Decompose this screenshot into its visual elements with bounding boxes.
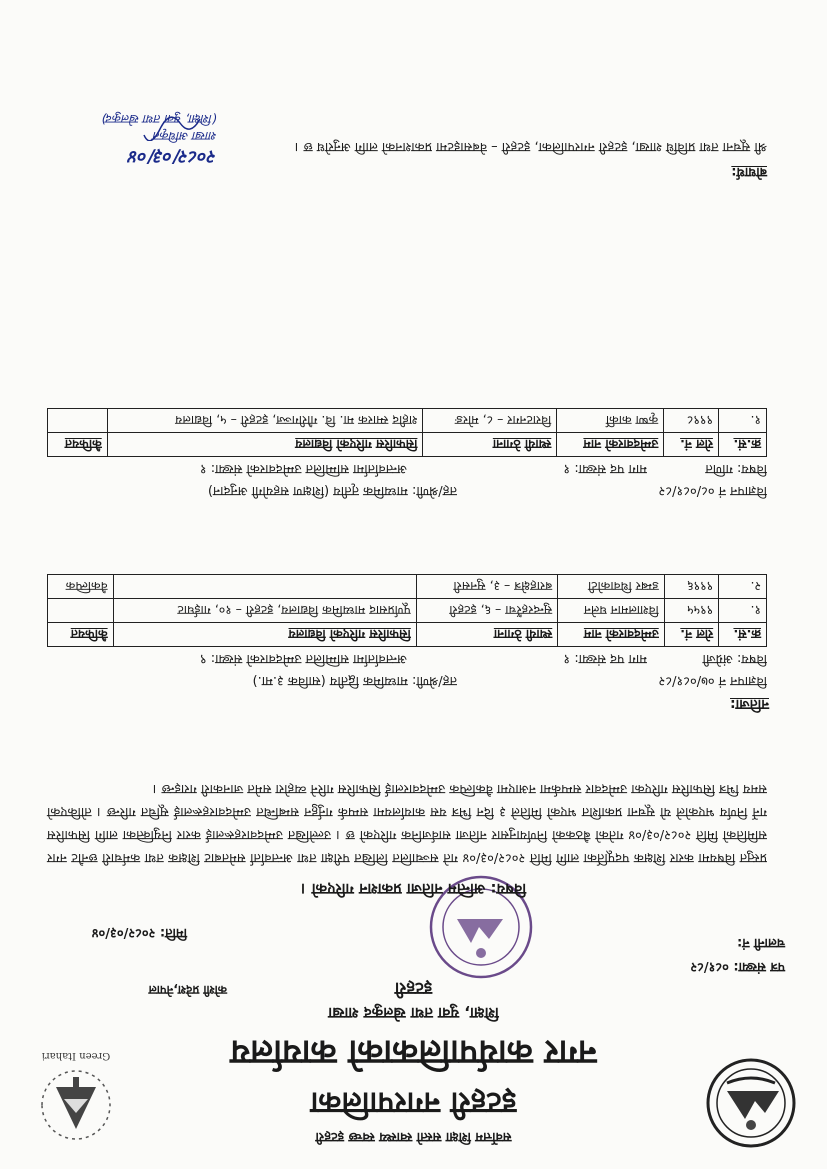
province-name: कोशी प्रदेश,नेपाल [148,983,227,997]
ad1-level: तह/श्रेणी: माध्यमिक द्वितीय (साविक ३.मा.) [252,673,457,688]
table-cell: विराटनगर – ८, मोरङ [423,409,557,433]
results-heading: नतिजा: [730,696,769,712]
table-cell: डम्बर थिवाकोटी [558,575,664,599]
division-name: शिक्षा, युवा तथा खेलकुद शाखा [328,1004,499,1022]
ad2-column-header: सिफारिस गरिएको विद्यालय [107,433,423,457]
ad1-posts: माग पद संख्या: १ [563,651,647,666]
ad1-column-header: सिफारिस गरिएको विद्यालय [113,623,416,647]
letter-body: प्रस्तुत विषयमा करार शिक्षक पदपूर्तिका लागि मिति २०८२/०३/०४ गते सञ्चालित लिखित परीक्षा तथा अन्तर्वार्ता समेतबाट शिक्षक तथा कर्मचारी छनौट नगर समितिको मिति २०८२/०३/०४ गतेको बैठकको निर्णयानुसार नतिजा सार्वजनिक गरिएको छ । उल्लेखित उम्मेदवारहरूलाई करार नियुक्तिका लागि सिफारिस गर्ने निर्णय भएकोले यो सूचना प्रकाशित भएको मितिले ३ दिन भित्र यस कार्यालयमा सम्पर्क गर्नुहुन सम्बन्धित उम्मेदवारहरूलाई सूचित गरिन्छ । तोकिएको समय भित्र सिफारिस गरिएका उम्मेदवार सम्पर्कमा नआएमा वैकल्पिक उम्मेदवारलाई सिफारिस गरिने व्यहोरा समेत जानकारी गराइन्छ । [47,781,767,865]
ad1-subject: विषय: अंग्रेजी [702,651,767,666]
table-row [48,575,767,599]
ad1-interview-count: अन्तर्वार्तामा सम्मिलित उम्मेदवारको संख्या: ९ [199,651,407,666]
ad2-posts: माग पद संख्या: १ [563,461,647,476]
ad2-number: विज्ञापन नं ०८/०८१/८२ [658,483,767,498]
district-name: इटहरी [394,978,433,998]
dispatch-number: चलानी नं: [737,935,785,950]
ad1-column-header: कैफियत [48,623,114,647]
table-cell: ९९९६ [664,575,718,599]
ad2-subject: विषय: गणित [705,461,767,476]
signature-name: शाखा अधिकृत [153,129,217,143]
ad1-column-header: रोल नं. [664,623,718,647]
table-cell [48,599,114,623]
ad2-column-header: कैफियत [48,433,108,457]
municipality-name: इटहरी नगरपालिका [310,1085,517,1120]
table-cell [48,409,108,433]
ad1-column-header: क्र.सं. [719,623,767,647]
svg-text:Green Itahari: Green Itahari [41,1050,111,1061]
remarks-body: श्री सूचना तथा प्रविधि शाखा, इटहरी नगरपालिका, इटहरी – वेबसाइटमा प्रकाशनको लागि अनुरोध छ । [294,139,767,154]
table-cell: बराहक्षेत्र – ३, सुनसरी [416,575,557,599]
motto-text: सर्वोत्तम शिक्षा सस्तो स्वास्थ्य स्वच्छ इटहरी [315,1129,512,1144]
table-cell [113,575,416,599]
table-cell: सुन्दरहरैंचा – ६, इटहरी [416,599,557,623]
ad2-level: तह/श्रेणी: माध्यमिक तृतीय (शिक्षण सहयोगी अनुदान) [207,483,457,498]
ad1-number: विज्ञापन नं ०७/०८१/८२ [658,673,767,688]
ad2-column-header: स्थायी ठेगाना [423,433,557,457]
table-cell: पूर्णप्रसाद माध्यमिक विद्यालय, इटहरी – १०, गाईघाट [113,599,416,623]
table-row [48,599,767,623]
signature-date: २०८२/०३/०४ [128,146,217,167]
ad1-column-header: उम्मेदवारको नाम [558,623,664,647]
results-table-ad2 [47,408,767,457]
signature-scribble-icon [142,111,202,141]
signature-post: (शिक्षा, युवा तथा खेलकुद) [101,112,217,126]
table-cell: वैकल्पिक [48,575,114,599]
ad2-column-header: उम्मेदवारको नाम [557,433,664,457]
ad2-column-header: रोल नं. [664,433,719,457]
ad1-column-header: स्थायी ठेगाना [416,623,557,647]
table-cell: २. [719,575,767,599]
letter-subject: विषय: अन्तिम नतिजा प्रकाशन गरिएको । [300,880,527,898]
table-cell: १. [719,599,767,623]
table-cell: ९९५५ [664,599,718,623]
letter-date: मिति: २०८२/०३/०४ [91,925,187,940]
letter-number: पत्र संख्या: ०८१/८२ [690,959,785,974]
table-row [48,409,767,433]
table-cell: कृष्ण कार्की [557,409,664,433]
table-cell: १. [718,409,766,433]
results-table-ad1 [47,574,767,647]
office-name: नगर कार्यपालिकाको कार्यालय [230,1032,597,1072]
table-cell: शहीद स्मारक मा. वि. गौरीगञ्ज, इटहरी – ५, विद्यालय [107,409,423,433]
ad2-interview-count: अन्तर्वार्तामा सम्मिलित उम्मेदवारको संख्या: १ [199,461,407,476]
table-cell: विशालमान घलेन [558,599,664,623]
table-cell: ९९९८ [664,409,719,433]
remarks-title: बोधार्थ: [731,164,767,179]
ad2-column-header: क्र.सं. [718,433,766,457]
